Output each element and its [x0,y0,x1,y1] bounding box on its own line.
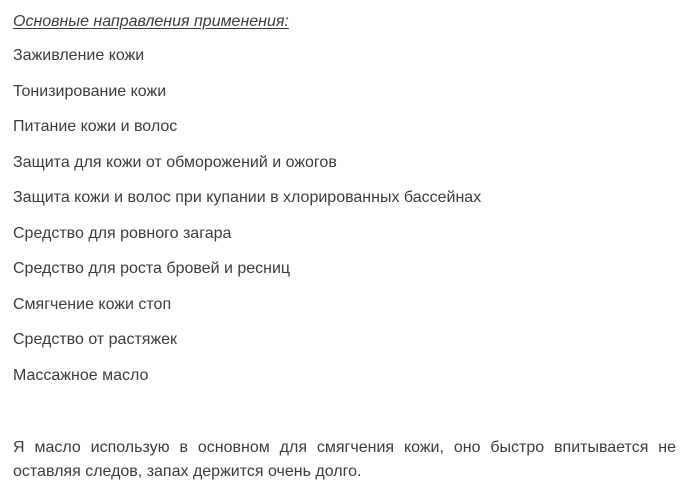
list-item: Защита для кожи от обморожений и ожогов [13,153,337,171]
usage-list [13,45,481,400]
list-item: Питание кожи и волос [13,118,178,135]
list-item: Тонизирование кожи [13,82,167,100]
list-item: Массажное масло [13,366,149,384]
list-item: Средство для роста бровей и ресниц [13,260,291,277]
list-item: Средство от растяжек [13,331,178,348]
section-heading: Основные направления применения: [13,13,289,30]
list-item: Смягчение кожи стоп [13,295,172,313]
review-paragraph: Я масло использую в основном для смягчения кожи, оно быстро впитывается не оставляя следов, запах держится очень долго. [13,439,676,480]
list-item: Средство для ровного загара [13,224,232,242]
list-item: Защита кожи и волос при купании в хлорированных бассейнах [13,189,482,206]
list-item: Заживление кожи [13,47,145,64]
